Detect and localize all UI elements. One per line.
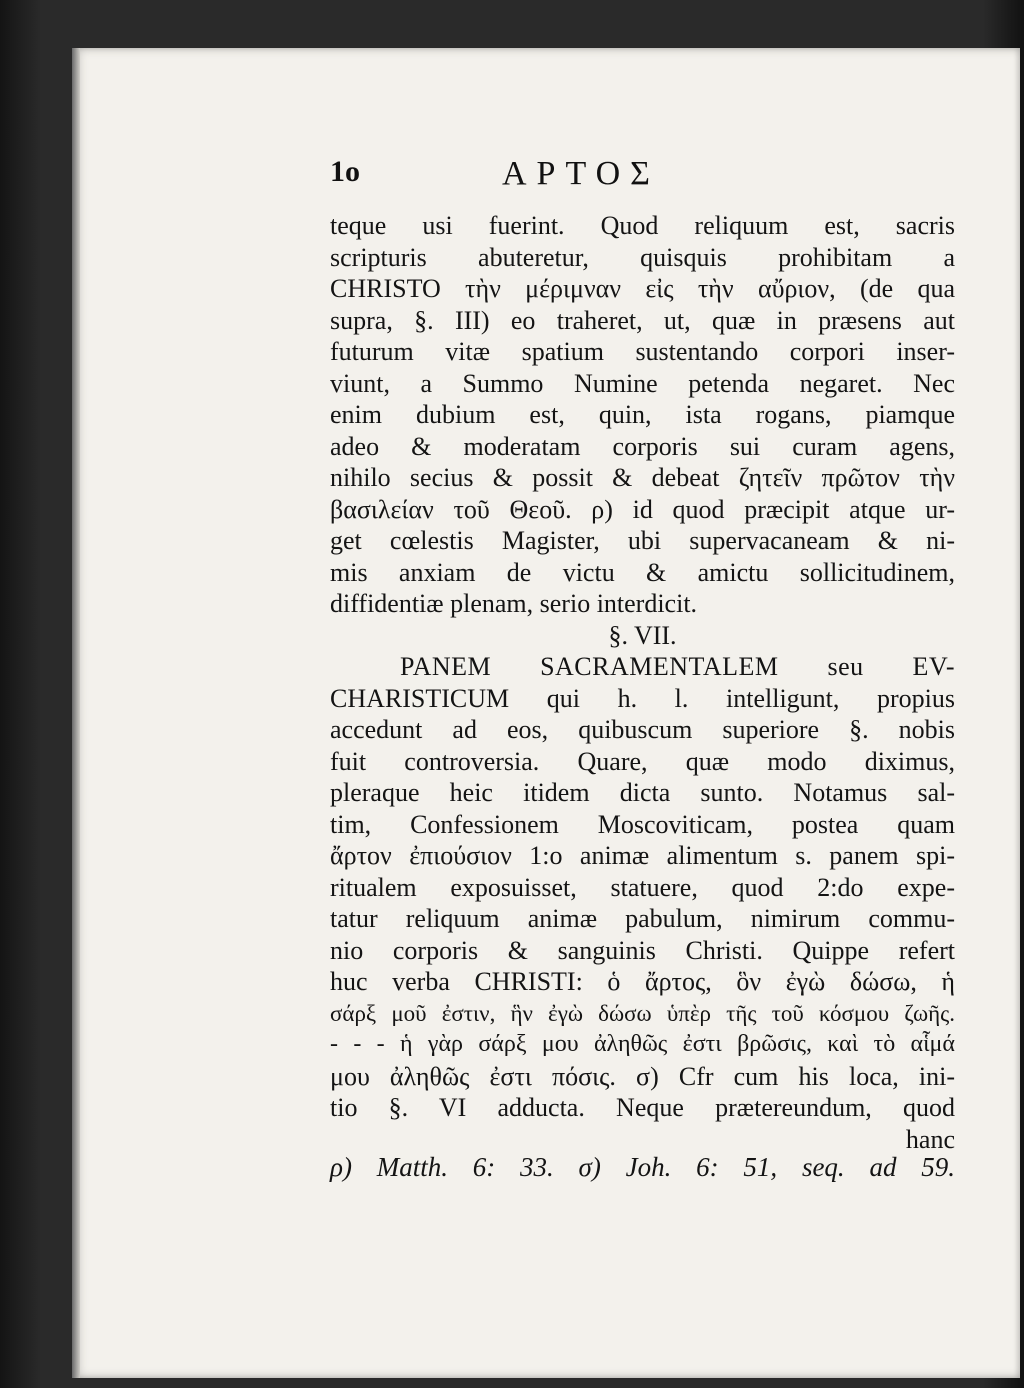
text-line: CHARISTICUM qui h. l. intelligunt, propius (330, 683, 955, 713)
text-line: pleraque heic itidem dicta sunto. Notamus sal- (330, 778, 955, 807)
text-line: ritualem exposuisset, statuere, quod 2:do expe- (330, 872, 955, 902)
text-line: tim, Confessionem Moscoviticam, postea quam (330, 809, 955, 839)
text-line: futurum vitæ spatium sustentando corpori inser- (330, 337, 955, 366)
text-line: accedunt ad eos, quibuscum superiore §. nobis (330, 715, 955, 744)
text-line: adeo & moderatam corporis sui curam agens, (330, 431, 955, 461)
text-line: CHRISTO τὴν μέριμναν εἰς τὴν αὔριον, (de qua (330, 274, 955, 303)
text-line: diffidentiæ plenam, serio interdicit. (330, 589, 698, 618)
text-line: nihilo secius & possit & debeat ζητεῖν πρῶτον τὴν (330, 463, 955, 492)
text-line: tio §. VI adducta. Neque prætereundum, quod (330, 1093, 955, 1122)
text-line: μου ἀληθῶς ἐστι πόσις. σ) Cfr cum his loca, ini- (330, 1061, 955, 1091)
text-line: mis anxiam de victu & amictu sollicitudinem, (330, 557, 955, 587)
text-line: viunt, a Summo Numine petenda negaret. Nec (330, 368, 955, 398)
text-line: huc verba CHRISTI: ὁ ἄρτος, ὃν ἐγὼ δώσω, ἡ (330, 967, 955, 996)
page-header (330, 155, 970, 195)
text-line: tatur reliquum animæ pabulum, nimirum commu- (330, 904, 955, 933)
text-line: ἄρτον ἐπιούσιον 1:o animæ alimentum s. panem spi- (330, 841, 955, 870)
catchword: hanc (905, 1124, 955, 1154)
section-heading-line: PANEM SACRAMENTALEM seu EV- (400, 652, 955, 681)
text-line: σάρξ μοῦ ἐστιν, ἣν ἐγὼ δώσω ὑπὲρ τῆς τοῦ κόσμου ζωῆς. (330, 1000, 955, 1026)
text-line: enim dubium est, quin, ista rogans, piamque (330, 400, 955, 429)
text-line: supra, §. III) eo traheret, ut, quæ in præsens aut (330, 305, 955, 335)
text-line: get cœlestis Magister, ubi supervacaneam & ni- (330, 526, 955, 555)
footnote: ρ) Matth. 6: 33. σ) Joh. 6: 51, seq. ad 59. (330, 1152, 955, 1182)
text-line: βασιλείαν τοῦ Θεοῦ. ρ) id quod præcipit atque ur- (330, 494, 955, 524)
text-line: nio corporis & sanguinis Christi. Quippe refert (330, 935, 955, 965)
body-text (330, 210, 955, 1155)
text-line: - - - ἡ γὰρ σάρξ μου ἀληθῶς ἐστι βρῶσις, καὶ τὸ αἷμά (330, 1031, 955, 1057)
text-line: scripturis abuteretur, quisquis prohibitam a (330, 242, 955, 272)
page-number: 1o (330, 155, 360, 188)
text-line: teque usi fuerint. Quod reliquum est, sacris (330, 211, 955, 240)
text-line: fuit controversia. Quare, quæ modo diximus, (330, 746, 955, 776)
running-title: ΑΡΤΟΣ (502, 155, 660, 192)
page-gutter-edge (72, 48, 80, 1378)
section-number: §. VII. (608, 620, 677, 650)
